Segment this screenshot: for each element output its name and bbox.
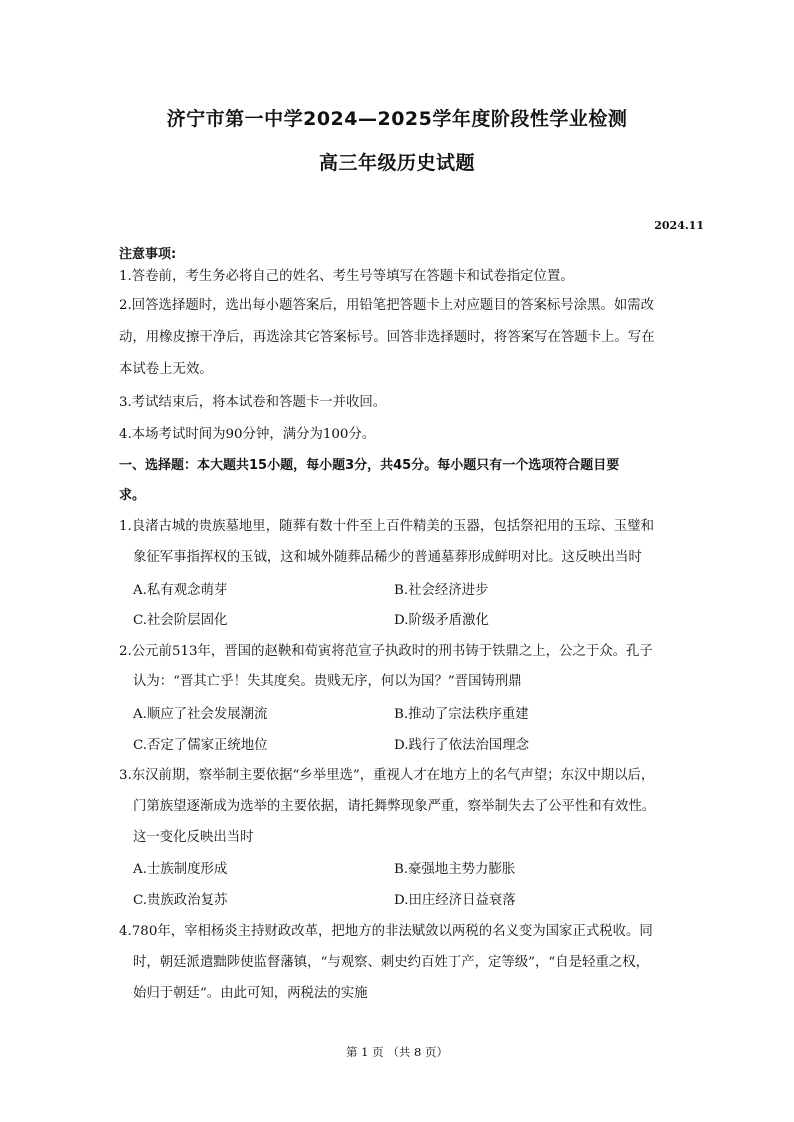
question-1-text: 1.良渚古城的贵族墓地里，随葬有数十件至上百件精美的玉器，包括祭祀用的玉琮、玉璧和	[119, 519, 655, 534]
question-3-text: 门第族望逐渐成为选举的主要依据，请托舞弊现象严重，察举制失去了公平性和有效性。	[133, 799, 656, 814]
question-1-text: 象征军事指挥权的玉钺，这和城外随葬品稀少的普通墓葬形成鲜明对比。这反映出当时	[133, 550, 642, 565]
question-3-text: 这一变化反映出当时	[133, 830, 254, 845]
question-3-option-b: B.豪强地主势力膨胀	[394, 862, 516, 877]
question-2-option-b: B.推动了宗法秩序重建	[394, 707, 529, 722]
section-heading-cont: 求。	[119, 488, 146, 503]
notice-line: 本试卷上无效。	[119, 362, 213, 377]
question-1-option-c: C.社会阶层固化	[133, 613, 228, 628]
question-1-option-a: A.私有观念萌芽	[133, 583, 228, 598]
question-1-option-b: B.社会经济进步	[394, 583, 489, 598]
question-3-option-a: A.士族制度形成	[133, 862, 228, 877]
question-4-text: 时，朝廷派遣黜陟使监督藩镇，“与观察、刺史约百姓丁产，定等级”，“自是轻重之权，	[133, 955, 649, 970]
notice-line: 动，用橡皮擦干净后，再选涂其它答案标号。回答非选择题时，将答案写在答题卡上。写在	[119, 330, 655, 345]
notice-line: 4.本场考试时间为90分钟，满分为100分。	[119, 427, 376, 442]
question-2-text: 2.公元前513年，晋国的赵鞅和荀寅将范宣子执政时的刑书铸于铁鼎之上，公之于众。孔子	[119, 644, 653, 659]
page-footer: 第 1 页 （共 8 页）	[346, 1045, 448, 1059]
question-2-option-c: C.否定了儒家正统地位	[133, 738, 268, 753]
question-2-text: 认为：“晋其亡乎！失其度矣。贵贱无序，何以为国？”晋国铸刑鼎	[133, 674, 522, 689]
question-3-option-c: C.贵族政治复苏	[133, 893, 228, 908]
section-heading: 一、选择题：本大题共15小题，每小题3分，共45分。每小题只有一个选项符合题目要	[119, 458, 620, 473]
question-2-option-d: D.践行了依法治国理念	[394, 738, 530, 753]
question-3-text: 3.东汉前期，察举制主要依据“乡举里选”，重视人才在地方上的名气声望；东汉中期以后，	[119, 768, 655, 783]
notice-line: 3.考试结束后，将本试卷和答题卡一并收回。	[119, 395, 387, 410]
question-4-text: 始归于朝廷”。由此可知，两税法的实施	[133, 986, 368, 1001]
question-1-option-d: D.阶级矛盾激化	[394, 613, 489, 628]
exam-subtitle: 高三年级历史试题	[318, 152, 475, 174]
question-3-option-d: D.田庄经济日益衰落	[394, 893, 516, 908]
question-4-text: 4.780年，宰相杨炎主持财政改革，把地方的非法赋敛以两税的名义变为国家正式税收。同	[119, 924, 653, 939]
notice-line: 2.回答选择题时，选出每小题答案后，用铅笔把答题卡上对应题目的答案标号涂黑。如需改	[119, 298, 655, 313]
notice-line: 1.答卷前，考生务必将自己的姓名、考生号等填写在答题卡和试卷指定位置。	[119, 269, 574, 284]
notice-heading: 注意事项:	[119, 247, 177, 262]
question-2-option-a: A.顺应了社会发展潮流	[133, 707, 268, 722]
exam-date: 2024.11	[654, 219, 704, 232]
exam-title: 济宁市第一中学2024—2025学年度阶段性学业检测	[166, 108, 628, 130]
